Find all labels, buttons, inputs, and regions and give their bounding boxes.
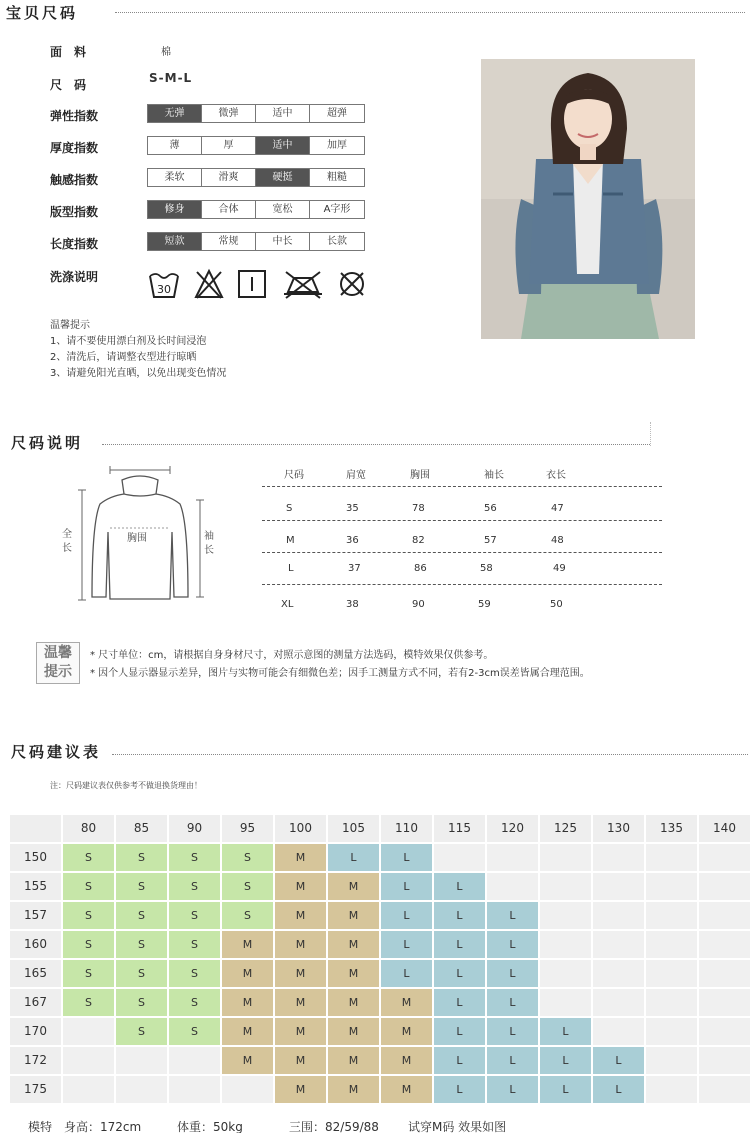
grid-weight-header: 85 — [116, 815, 167, 842]
grid-size-cell: L — [540, 1076, 591, 1103]
grid-size-cell: S — [63, 931, 114, 958]
scale-option-selected: 修身 — [148, 201, 202, 218]
scale-option: 微弹 — [202, 105, 256, 122]
grid-height-header: 170 — [10, 1018, 61, 1045]
scale-option: 常规 — [202, 233, 256, 250]
tip-2: 2、清洗后，请调整衣型进行晾晒 — [50, 352, 197, 363]
title-divider — [115, 12, 745, 13]
scale-option: 宽松 — [256, 201, 310, 218]
section-title-product-size: 宝贝尺码 — [6, 4, 79, 22]
model-height: 身高：172cm — [64, 1120, 142, 1133]
grid-size-cell: L — [540, 1018, 591, 1045]
grid-empty-cell — [646, 1018, 697, 1045]
grid-size-cell: S — [116, 989, 167, 1016]
size-table-header: 衣长 — [546, 470, 566, 481]
scale-label: 厚度指数 — [50, 141, 99, 155]
grid-size-cell: M — [381, 1076, 432, 1103]
grid-weight-header: 125 — [540, 815, 591, 842]
grid-empty-cell — [646, 902, 697, 929]
size-table-cell: 47 — [551, 503, 564, 514]
scale-option: 薄 — [148, 137, 202, 154]
size-table-cell: XL — [281, 599, 294, 610]
grid-size-cell: L — [540, 1047, 591, 1074]
notice-badge-line-1: 温馨 — [44, 645, 72, 661]
grid-size-cell: S — [169, 960, 220, 987]
grid-empty-cell — [540, 931, 591, 958]
grid-size-cell: M — [328, 989, 379, 1016]
grid-empty-cell — [646, 873, 697, 900]
grid-empty-cell — [593, 960, 644, 987]
no-bleach-icon — [193, 268, 225, 300]
grid-size-cell: S — [63, 989, 114, 1016]
size-table-cell: M — [286, 535, 295, 546]
scale-options — [147, 232, 365, 251]
grid-size-cell: M — [328, 873, 379, 900]
model-weight: 体重：50kg — [177, 1120, 243, 1133]
grid-empty-cell — [646, 960, 697, 987]
scale-option: 合体 — [202, 201, 256, 218]
grid-empty-cell — [593, 873, 644, 900]
size-table-cell: S — [286, 503, 293, 514]
grid-empty-cell — [699, 1076, 750, 1103]
notice-1: * 尺寸单位：cm，请根据自身身材尺寸，对照示意图的测量方法选码，模特效果仅供参考。 — [90, 650, 494, 661]
grid-height-header: 167 — [10, 989, 61, 1016]
grid-weight-header: 80 — [63, 815, 114, 842]
size-table-divider — [262, 552, 662, 553]
grid-weight-header: 120 — [487, 815, 538, 842]
grid-empty-cell — [540, 902, 591, 929]
grid-corner — [10, 815, 61, 842]
tip-3: 3、请避免阳光直晒，以免出现变色情况 — [50, 368, 227, 379]
grid-size-cell: M — [222, 1018, 273, 1045]
tips-title: 温馨提示 — [50, 320, 90, 331]
scale-option: 粗糙 — [327, 172, 347, 183]
grid-size-cell: M — [222, 931, 273, 958]
scale-label: 版型指数 — [50, 205, 99, 219]
grid-size-cell: S — [116, 1018, 167, 1045]
grid-size-cell: M — [275, 902, 326, 929]
grid-size-cell: M — [328, 1047, 379, 1074]
tumble-dry-icon — [236, 268, 268, 300]
notice-badge-line-2: 提示 — [44, 664, 72, 680]
grid-size-cell: M — [275, 1047, 326, 1074]
grid-empty-cell — [646, 1047, 697, 1074]
grid-size-cell: L — [381, 844, 432, 871]
grid-size-cell: S — [222, 873, 273, 900]
grid-empty-cell — [434, 844, 485, 871]
grid-empty-cell — [540, 989, 591, 1016]
scale-option: 长款 — [327, 236, 347, 247]
grid-empty-cell — [593, 931, 644, 958]
scale-label: 触感指数 — [50, 173, 99, 187]
grid-empty-cell — [540, 844, 591, 871]
grid-size-cell: L — [487, 902, 538, 929]
wash-30-icon — [148, 268, 180, 300]
grid-empty-cell — [116, 1047, 167, 1074]
size-guide-divider — [102, 444, 650, 445]
grid-empty-cell — [699, 1047, 750, 1074]
grid-size-cell: S — [222, 844, 273, 871]
grid-weight-header: 105 — [328, 815, 379, 842]
model-tryon: 试穿M码 效果如图 — [408, 1120, 507, 1133]
grid-size-cell: S — [169, 902, 220, 929]
grid-size-cell: M — [275, 931, 326, 958]
grid-height-header: 155 — [10, 873, 61, 900]
grid-size-cell: S — [169, 989, 220, 1016]
scale-option: 滑爽 — [202, 169, 256, 186]
grid-empty-cell — [63, 1018, 114, 1045]
scale-option-selected: 适中 — [256, 137, 310, 154]
grid-size-cell: L — [434, 989, 485, 1016]
size-table-cell: 78 — [412, 503, 425, 514]
scale-option: 加厚 — [327, 140, 347, 151]
size-label: 尺 码 — [50, 78, 87, 92]
size-table-cell: 82 — [412, 535, 425, 546]
grid-empty-cell — [699, 1018, 750, 1045]
grid-weight-header: 115 — [434, 815, 485, 842]
size-table-header: 胸围 — [410, 470, 430, 481]
grid-weight-header: 100 — [275, 815, 326, 842]
grid-size-cell: L — [487, 989, 538, 1016]
grid-weight-header: 110 — [381, 815, 432, 842]
grid-size-cell: S — [116, 960, 167, 987]
model-photo — [481, 59, 695, 339]
size-table-cell: 56 — [484, 503, 497, 514]
scale-option: 中长 — [256, 233, 310, 250]
grid-size-cell: M — [381, 989, 432, 1016]
grid-size-cell: S — [169, 844, 220, 871]
size-table-cell: 58 — [480, 563, 493, 574]
grid-size-cell: M — [275, 873, 326, 900]
grid-size-cell: S — [169, 1018, 220, 1045]
grid-size-cell: M — [381, 1047, 432, 1074]
grid-size-cell: L — [487, 1018, 538, 1045]
size-table-divider — [262, 584, 662, 585]
grid-height-header: 175 — [10, 1076, 61, 1103]
wash-temperature: 30 — [157, 283, 171, 296]
fabric-value: 棉 — [161, 47, 171, 58]
grid-empty-cell — [646, 1076, 697, 1103]
size-suggestion-divider — [112, 754, 748, 755]
size-value: S-M-L — [149, 71, 193, 85]
scale-options — [147, 104, 365, 123]
grid-size-cell: S — [116, 844, 167, 871]
size-table-divider — [262, 520, 662, 521]
scale-options — [147, 136, 365, 155]
grid-size-cell: L — [487, 1076, 538, 1103]
grid-height-header: 165 — [10, 960, 61, 987]
grid-weight-header: 90 — [169, 815, 220, 842]
grid-empty-cell — [487, 844, 538, 871]
grid-empty-cell — [63, 1076, 114, 1103]
grid-size-cell: L — [487, 960, 538, 987]
grid-weight-header: 135 — [646, 815, 697, 842]
size-table-cell: 49 — [553, 563, 566, 574]
grid-size-cell: S — [116, 873, 167, 900]
grid-size-cell: M — [275, 960, 326, 987]
grid-size-cell: S — [63, 902, 114, 929]
grid-empty-cell — [63, 1047, 114, 1074]
grid-empty-cell — [593, 1018, 644, 1045]
grid-weight-header: 95 — [222, 815, 273, 842]
notice-2: * 因个人显示器显示差异，图片与实物可能会有细微色差；因手工测量方式不同，若有2-3cm误差皆属合理范围。 — [90, 668, 590, 679]
size-table-cell: L — [288, 563, 294, 574]
section-title-size-suggestion: 尺码建议表 — [11, 743, 102, 761]
grid-size-cell: S — [169, 873, 220, 900]
grid-size-cell: L — [434, 1047, 485, 1074]
size-table-header: 尺码 — [284, 470, 304, 481]
grid-size-cell: M — [328, 960, 379, 987]
grid-height-header: 157 — [10, 902, 61, 929]
grid-size-cell: M — [275, 844, 326, 871]
grid-empty-cell — [116, 1076, 167, 1103]
fabric-label: 面 料 — [50, 45, 87, 59]
scale-options — [147, 168, 365, 187]
grid-height-header: 160 — [10, 931, 61, 958]
grid-size-cell: S — [116, 902, 167, 929]
scale-option: 适中 — [256, 105, 310, 122]
grid-size-cell: S — [222, 902, 273, 929]
grid-size-cell: L — [381, 931, 432, 958]
grid-size-cell: M — [222, 960, 273, 987]
grid-empty-cell — [540, 873, 591, 900]
size-table-divider — [262, 486, 662, 487]
grid-empty-cell — [169, 1076, 220, 1103]
grid-size-cell: M — [381, 1018, 432, 1045]
model-measurements: 三围：82/59/88 — [289, 1120, 379, 1133]
size-table-cell: 57 — [484, 535, 497, 546]
grid-empty-cell — [699, 873, 750, 900]
size-table-cell: 37 — [348, 563, 361, 574]
size-table-cell: 36 — [346, 535, 359, 546]
size-table-cell: 90 — [412, 599, 425, 610]
grid-size-cell: L — [593, 1047, 644, 1074]
grid-weight-header: 130 — [593, 815, 644, 842]
grid-size-cell: M — [328, 931, 379, 958]
grid-height-header: 172 — [10, 1047, 61, 1074]
scale-option: 柔软 — [148, 169, 202, 186]
size-suggestion-note: 注：尺码建议表仅供参考不做退换货理由！ — [50, 781, 202, 790]
grid-size-cell: M — [328, 902, 379, 929]
grid-size-cell: L — [434, 931, 485, 958]
grid-size-cell: L — [487, 931, 538, 958]
section-title-size-guide: 尺码说明 — [11, 434, 84, 452]
grid-size-cell: S — [63, 873, 114, 900]
grid-size-cell: M — [222, 989, 273, 1016]
size-table-header: 袖长 — [484, 470, 504, 481]
grid-size-cell: M — [275, 989, 326, 1016]
grid-empty-cell — [487, 873, 538, 900]
scale-option-selected: 硬挺 — [256, 169, 310, 186]
grid-size-cell: L — [434, 960, 485, 987]
grid-empty-cell — [699, 960, 750, 987]
size-table-cell: 86 — [414, 563, 427, 574]
grid-weight-header: 140 — [699, 815, 750, 842]
diagram-chest-label: 胸围 — [127, 533, 147, 544]
grid-empty-cell — [646, 931, 697, 958]
grid-size-cell: M — [328, 1018, 379, 1045]
size-table-cell: 38 — [346, 599, 359, 610]
notice-badge — [36, 642, 80, 684]
size-table-cell: 50 — [550, 599, 563, 610]
grid-empty-cell — [593, 989, 644, 1016]
grid-size-cell: M — [328, 1076, 379, 1103]
grid-size-cell: S — [63, 960, 114, 987]
grid-size-cell: M — [222, 1047, 273, 1074]
grid-size-cell: L — [381, 873, 432, 900]
grid-size-cell: L — [434, 902, 485, 929]
grid-size-cell: L — [434, 1018, 485, 1045]
grid-size-cell: L — [593, 1076, 644, 1103]
scale-label: 弹性指数 — [50, 109, 99, 123]
size-guide-divider-end — [650, 422, 651, 446]
diagram-sleeve-label: 袖长 — [204, 531, 214, 556]
size-table-cell: 35 — [346, 503, 359, 514]
grid-empty-cell — [169, 1047, 220, 1074]
diagram-length-label: 全长 — [62, 529, 72, 554]
grid-size-cell: L — [434, 873, 485, 900]
grid-empty-cell — [593, 844, 644, 871]
no-iron-icon — [282, 268, 324, 300]
scale-label: 长度指数 — [50, 237, 99, 251]
scale-option-selected: 短款 — [148, 233, 202, 250]
grid-empty-cell — [646, 844, 697, 871]
grid-size-cell: L — [381, 960, 432, 987]
grid-empty-cell — [699, 902, 750, 929]
scale-options — [147, 200, 365, 219]
size-table-header: 肩宽 — [346, 470, 366, 481]
grid-size-cell: L — [328, 844, 379, 871]
grid-size-cell: L — [487, 1047, 538, 1074]
grid-empty-cell — [646, 989, 697, 1016]
grid-size-cell: L — [434, 1076, 485, 1103]
grid-size-cell: S — [116, 931, 167, 958]
grid-empty-cell — [222, 1076, 273, 1103]
size-table-cell: 48 — [551, 535, 564, 546]
tip-1: 1、请不要使用漂白剂及长时间浸泡 — [50, 336, 207, 347]
no-dry-clean-icon — [336, 268, 368, 300]
grid-height-header: 150 — [10, 844, 61, 871]
grid-size-cell: S — [169, 931, 220, 958]
size-table-cell: 59 — [478, 599, 491, 610]
model-label: 模特 — [28, 1120, 53, 1133]
grid-empty-cell — [540, 960, 591, 987]
scale-option: A字形 — [323, 204, 351, 215]
grid-empty-cell — [593, 902, 644, 929]
scale-option: 超弹 — [327, 108, 347, 119]
wash-label: 洗涤说明 — [50, 270, 99, 284]
scale-option-selected: 无弹 — [148, 105, 202, 122]
grid-size-cell: S — [63, 844, 114, 871]
grid-empty-cell — [699, 989, 750, 1016]
grid-empty-cell — [699, 844, 750, 871]
grid-size-cell: M — [275, 1018, 326, 1045]
grid-size-cell: M — [275, 1076, 326, 1103]
scale-option: 厚 — [202, 137, 256, 154]
grid-size-cell: L — [381, 902, 432, 929]
grid-empty-cell — [699, 931, 750, 958]
